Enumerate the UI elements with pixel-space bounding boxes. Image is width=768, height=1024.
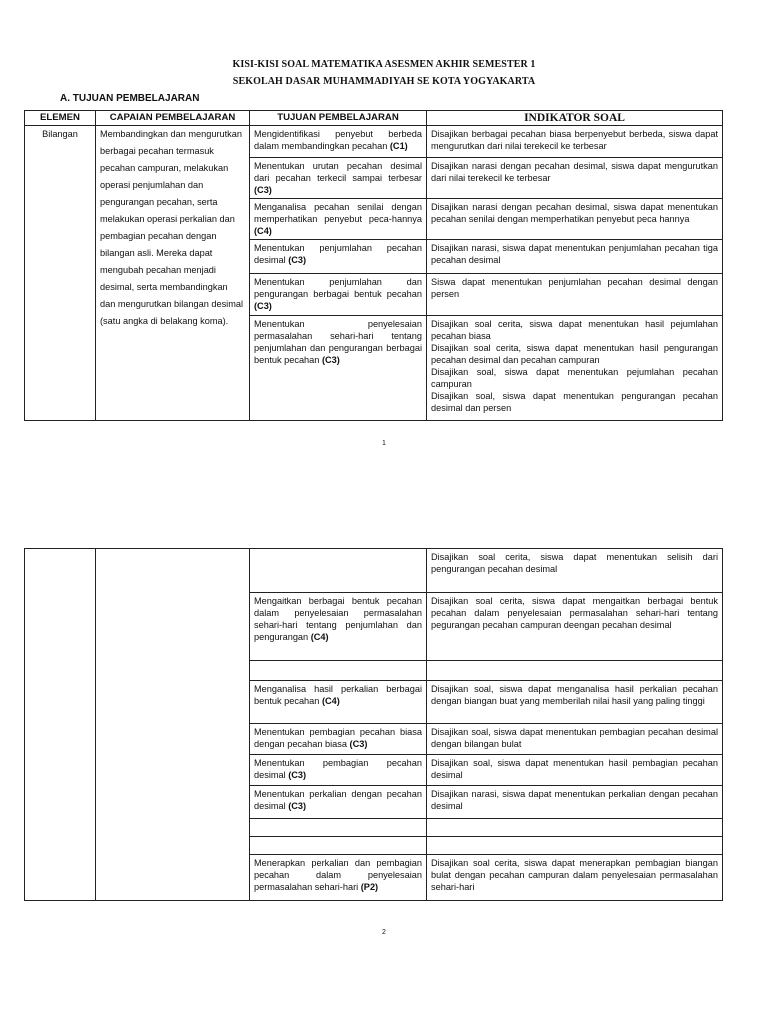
tujuan-text: Mengaitkan berbagai bentuk pecahan dalam penyelesaian permasalahan sehari-hari tentang penjumlahan dan pengurangan	[254, 596, 422, 642]
indikator-cell	[427, 755, 723, 786]
document-title: KISI-KISI SOAL MATEMATIKA ASESMEN AKHIR SEMESTER 1	[232, 59, 536, 70]
cognitive-level-code: (C4)	[310, 632, 329, 642]
header-indikator: INDIKATOR SOAL	[427, 111, 723, 126]
tujuan-cell	[250, 837, 427, 855]
indikator-cell	[427, 786, 723, 819]
tujuan-text: Mengidentifikasi penyebut berbeda dalam membandingkan pecahan	[254, 129, 422, 151]
indikator-cell	[427, 819, 723, 837]
elemen-cell: Bilangan	[25, 126, 96, 421]
tujuan-cell	[250, 819, 427, 837]
tujuan-cell	[250, 593, 427, 661]
tujuan-cell	[250, 274, 427, 316]
tujuan-text: Menerapkan perkalian dan pembagian pecahan dalam penyelesaian permasalahan sehari-hari	[254, 858, 422, 892]
tujuan-cell	[250, 126, 427, 158]
indikator-text: Disajikan soal, siswa dapat menentukan hasil pembagian pecahan desimal	[431, 758, 718, 780]
indikator-text: Disajikan soal, siswa dapat menentukan pembagian pecahan desimal dengan bilangan bulat	[431, 727, 718, 749]
page-number: 2	[382, 929, 386, 936]
section-heading: A. TUJUAN PEMBELAJARAN	[60, 93, 200, 104]
indikator-cell	[427, 316, 723, 421]
tujuan-cell	[250, 681, 427, 724]
capaian-cell: Membandingkan dan mengurutkan berbagai pecahan termasuk pecahan campuran, melakukan operasi penjumlahan dan pengurangan pecahan, serta melakukan operasi perkalian dan pembagian pecahan dengan bilangan asli. Mereka dapat mengubah pecahan menjadi desimal, serta membandingkan dan mengurutkan bilangan desimal (satu angka di belakang koma).	[96, 126, 250, 421]
indikator-cell	[427, 593, 723, 661]
cognitive-level-code: (P2)	[360, 882, 379, 892]
cognitive-level-code: (C3)	[321, 355, 340, 365]
tujuan-text: Menentukan pembagian pecahan biasa dengan pecahan biasa	[254, 727, 422, 749]
indikator-cell	[427, 240, 723, 274]
cognitive-level-code: (C3)	[288, 801, 307, 811]
cognitive-level-code: (C1)	[389, 141, 408, 151]
tujuan-cell	[250, 786, 427, 819]
tujuan-cell	[250, 199, 427, 240]
kisi-kisi-table-page1	[24, 110, 723, 421]
indikator-cell	[427, 661, 723, 681]
indikator-cell	[427, 126, 723, 158]
indikator-text: Disajikan soal cerita, siswa dapat menerapkan pembagian biangan bulat dengan pecahan campuran dalam penyelesaian permasalahan sehari-hari	[431, 858, 718, 892]
indikator-text: Disajikan soal cerita, siswa dapat menentukan hasil pejumlahan pecahan biasa	[431, 319, 718, 341]
indikator-text: Disajikan soal, siswa dapat menentukan pengurangan pecahan desimal dan persen	[431, 391, 718, 413]
indikator-text: Disajikan narasi dengan pecahan desimal, siswa dapat mengurutkan dari nilai terekecil ke terbesar	[431, 161, 718, 183]
cognitive-level-code: (C4)	[321, 696, 340, 706]
tujuan-cell	[250, 755, 427, 786]
kisi-kisi-table-page2	[24, 548, 723, 901]
cognitive-level-code: (C3)	[288, 255, 307, 265]
tujuan-text: Menentukan penjumlahan pecahan desimal	[254, 243, 422, 265]
tujuan-cell	[250, 158, 427, 199]
indikator-cell	[427, 158, 723, 199]
table-row	[25, 126, 723, 158]
indikator-text: Disajikan narasi dengan pecahan desimal, siswa dapat menentukan pecahan senilai dengan memperhatikan penyebut peca hannya	[431, 202, 718, 224]
indikator-cell	[427, 837, 723, 855]
indikator-text: Disajikan soal cerita, siswa dapat menentukan hasil pengurangan pecahan desimal dan pecahan campuran	[431, 343, 718, 365]
indikator-cell	[427, 855, 723, 901]
table-row	[25, 549, 723, 593]
cognitive-level-code: (C4)	[254, 226, 272, 236]
indikator-text: Disajikan soal cerita, siswa dapat menentukan selisih dari pengurangan pecahan desimal	[431, 552, 718, 574]
indikator-text: Disajikan soal, siswa dapat menganalisa hasil perkalian pecahan dengan biangan buat yang memberilah nilai hasil yang paling tinggi	[431, 684, 718, 706]
cognitive-level-code: (C3)	[254, 185, 272, 195]
elemen-cell	[25, 549, 96, 901]
tujuan-text: Menganalisa hasil perkalian berbagai bentuk pecahan	[254, 684, 422, 706]
indikator-cell	[427, 274, 723, 316]
tujuan-text: Menentukan perkalian dengan pecahan desimal	[254, 789, 422, 811]
tujuan-cell	[250, 549, 427, 593]
indikator-text: Siswa dapat menentukan penjumlahan pecahan desimal dengan persen	[431, 277, 718, 299]
capaian-cell	[96, 549, 250, 901]
indikator-text: Disajikan soal, siswa dapat menentukan pejumlahan pecahan campuran	[431, 367, 718, 389]
cognitive-level-code: (C3)	[254, 301, 272, 311]
indikator-text: Disajikan berbagai pecahan biasa berpenyebut berbeda, siswa dapat mengurutkan dari nilai terekecil ke terbesar	[431, 129, 718, 151]
indikator-cell	[427, 681, 723, 724]
indikator-text: Disajikan narasi, siswa dapat menentukan perkalian dengan pecahan desimal	[431, 789, 718, 811]
document-subtitle: SEKOLAH DASAR MUHAMMADIYAH SE KOTA YOGYAKARTA	[232, 76, 536, 87]
tujuan-text: Menganalisa pecahan senilai dengan memperhatikan penyebut peca-hannya	[254, 202, 422, 224]
tujuan-cell	[250, 855, 427, 901]
indikator-cell	[427, 549, 723, 593]
indikator-cell	[427, 724, 723, 755]
cognitive-level-code: (C3)	[349, 739, 368, 749]
tujuan-text: Menentukan pembagian pecahan desimal	[254, 758, 422, 780]
tujuan-cell	[250, 724, 427, 755]
indikator-text: Disajikan soal cerita, siswa dapat mengaitkan berbagai bentuk pecahan dalam penyelesaian permasalahan sehari-hari tentang pegurangan pecahan campuran deengan pecahan desimal	[431, 596, 718, 630]
tujuan-text: Menentukan urutan pecahan desimal dari pecahan terkecil sampai terbesar	[254, 161, 422, 183]
cognitive-level-code: (C3)	[288, 770, 307, 780]
tujuan-cell	[250, 316, 427, 421]
header-capaian: CAPAIAN PEMBELAJARAN	[96, 111, 250, 126]
header-elemen: ELEMEN	[25, 111, 96, 126]
page-number: 1	[382, 440, 386, 447]
tujuan-text: Menentukan penyelesaian permasalahan sehari-hari tentang penjumlahan dan pengurangan berbagai bentuk pecahan	[254, 319, 422, 365]
indikator-text: Disajikan narasi, siswa dapat menentukan penjumlahan pecahan tiga pecahan desimal	[431, 243, 718, 265]
tujuan-cell	[250, 661, 427, 681]
tujuan-text: Menentukan penjumlahan dan pengurangan berbagai bentuk pecahan	[254, 277, 422, 299]
header-tujuan: TUJUAN PEMBELAJARAN	[250, 111, 427, 126]
tujuan-cell	[250, 240, 427, 274]
indikator-cell	[427, 199, 723, 240]
